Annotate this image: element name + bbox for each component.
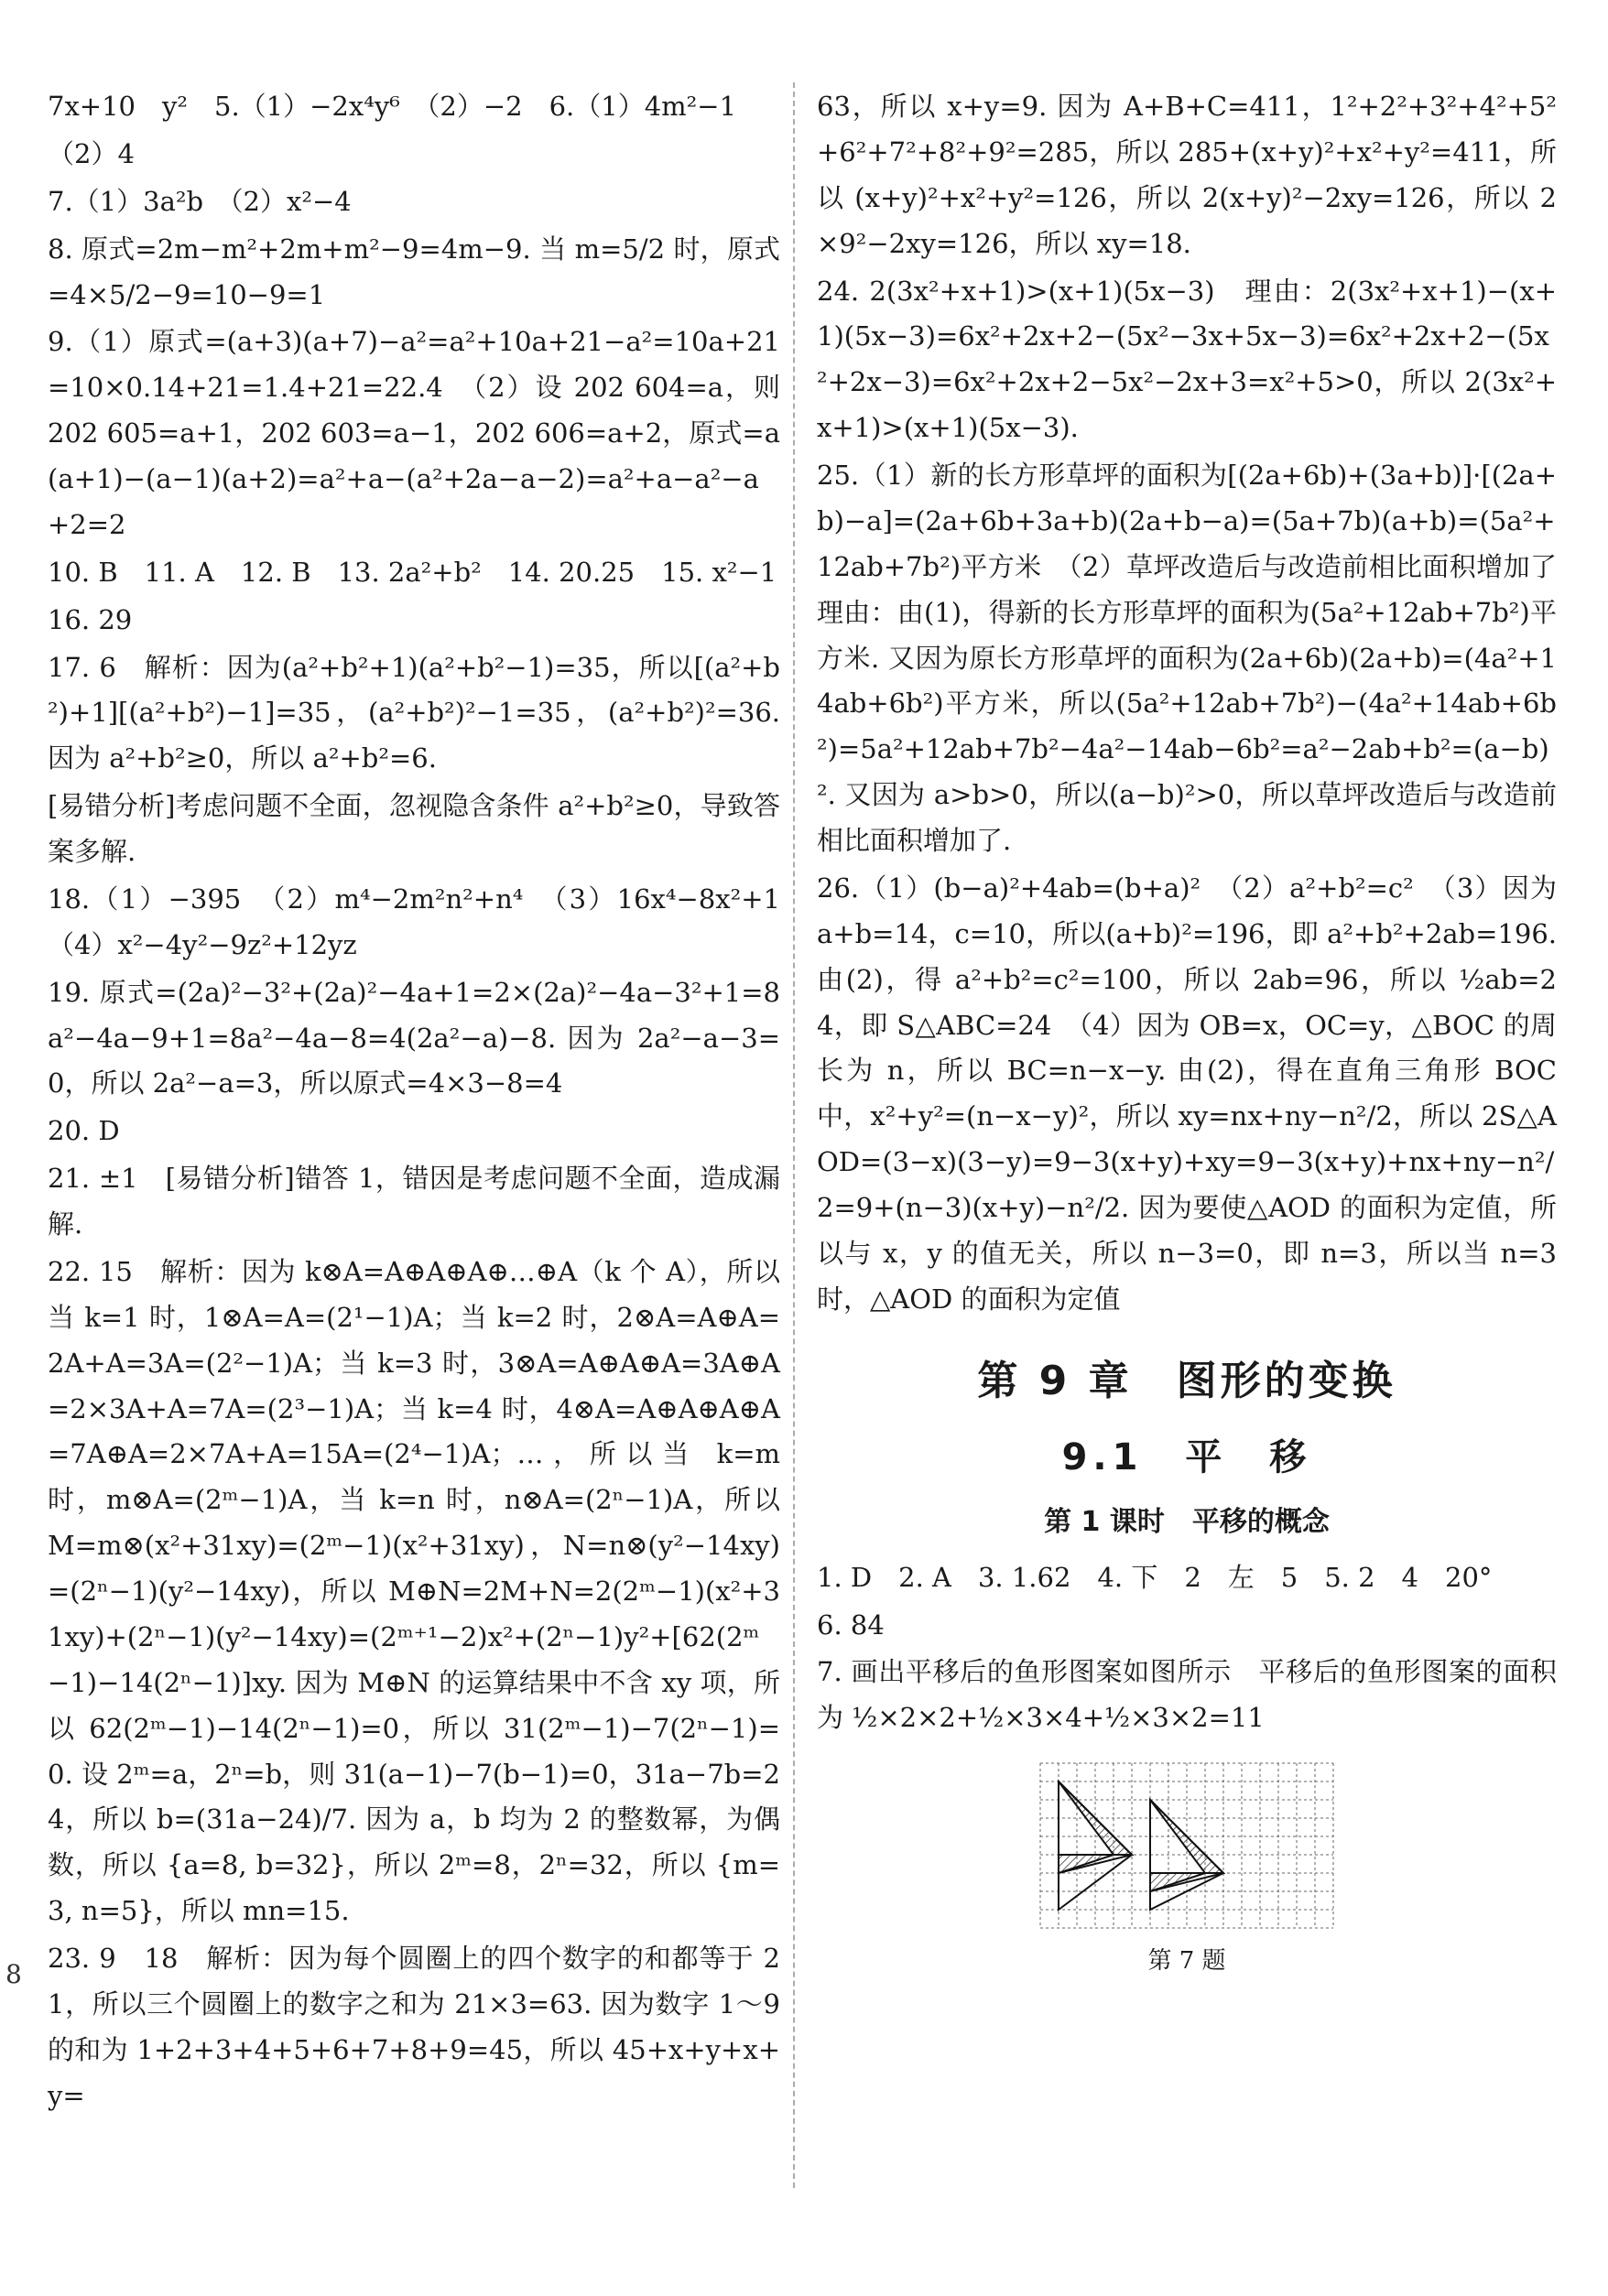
answer-line: 7x+10 y² 5.（1）−2x⁴y⁶ （2）−2 6.（1）4m²−1 (48, 91, 737, 122)
section-title: 9.1 平 移 (1061, 1436, 1312, 1479)
answer-line: 7.（1）3a²b （2）x²−4 (48, 185, 352, 217)
answer-line: 19. 原式=(2a)²−3²+(2a)²−4a+1=2×(2a)²−4a−3²+1=8a²−4a−9+1=8a²−4a−8=4(2a²−a)−8. 因为 2a²−a−3=0，所以 2a²−a=3，所以原式=4×3−8=4 (48, 976, 780, 1099)
answer-line: 23. 9 18 解析：因为每个圆圈上的四个数字的和都等于 21，所以三个圆圈上的数字之和为 21×3=63. 因为数字 1～9 的和为 1+2+3+4+5+6+7+8+9=45，所以 45+x+y+x+y= (48, 1943, 780, 2111)
fish-grid-diagram (1031, 1754, 1342, 1937)
answer-line: 26.（1）(b−a)²+4ab=(b+a)² （2）a²+b²=c² （3）因为 a+b=14，c=10，所以(a+b)²=196，即 a²+b²+2ab=196. 由(2)，得 a²+b²=c²=100，所以 2ab=96，所以 ½ab=24，即 S△ABC=24 （4）因为 OB=x，OC=y，△BOC 的周长为 n，所以 BC=n−x−y. 由(2)，得在直角三角形 BOC 中，x²+y²=(n−x−y)²，所以 xy=nx+ny−n²/2，所以 2S△AOD=(3−x)(3−y)=9−3(x+y)+xy=9−3(x+y)+nx+ny−n²/2=9+(n−3)(x+y)−n²/2. 因为要使△AOD 的面积为定值，所以与 x，y 的值无关，所以 n−3=0，即 n=3，所以当 n=3 时，△AOD 的面积为定值 (817, 872, 1557, 1315)
answer-line: 1. D 2. A 3. 1.62 4. 下 2 左 5 5. 2 4 20° (817, 1561, 1493, 1593)
answer-line: 10. B 11. A 12. B 13. 2a²+b² 14. 20.25 15. x²−1 (48, 556, 777, 588)
answer-line: 18.（1）−395 （2）m⁴−2m²n²+n⁴ （3）16x⁴−8x²+1 （4）x²−4y²−9z²+12yz (48, 883, 808, 960)
answer-line: 7. 画出平移后的鱼形图案如图所示 平移后的鱼形图案的面积为 ½×2×2+½×3×4+½×3×2=11 (817, 1656, 1557, 1734)
left-column (48, 84, 808, 2121)
answer-line: 24. 2(3x²+x+1)>(x+1)(5x−3) 理由：2(3x²+x+1)−(x+1)(5x−3)=6x²+2x+2−(5x²−3x+5x−3)=6x²+2x+2−(5x²+2x−3)=6x²+2x+2−5x²−2x+3=x²+5>0，所以 2(3x²+x+1)>(x+1)(5x−3). (817, 275, 1557, 444)
figure-caption: 第 7 题 (1147, 1947, 1226, 1976)
right-column (817, 84, 1584, 1982)
margin-mark: 8 (5, 1959, 22, 1989)
answer-line: 21. ±1 [易错分析]错答 1，错因是考虑问题不全面，造成漏解. (48, 1163, 780, 1240)
error-analysis: [易错分析]考虑问题不全面，忽视隐含条件 a²+b²≥0，导致答案多解. (48, 790, 780, 867)
answer-line: 9.（1）原式=(a+3)(a+7)−a²=a²+10a+21−a²=10a+21=10×0.14+21=1.4+21=22.4 （2）设 202 604=a，则 202 605=a+1，202 603=a−1，202 606=a+2，原式=a(a+1)−(a−1)(a+2)=a²+a−(a²+2a−a−2)=a²+a−a²−a+2=2 (48, 326, 780, 540)
answer-line: 6. 84 (817, 1608, 885, 1641)
fish-translation-figure (817, 1754, 1557, 1982)
answer-line: 22. 15 解析：因为 k⊗A=A⊕A⊕A⊕…⊕A（k 个 A），所以当 k=1 时，1⊗A=A=(2¹−1)A；当 k=2 时，2⊗A=A⊕A=2A+A=3A=(2²−1)A；当 k=3 时，3⊗A=A⊕A⊕A=3A⊕A=2×3A+A=7A=(2³−1)A；当 k=4 时，4⊗A=A⊕A⊕A⊕A=7A⊕A=2×7A+A=15A=(2⁴−1)A；…，所以当 k=m 时，m⊗A=(2ᵐ−1)A，当 k=n 时，n⊗A=(2ⁿ−1)A，所以 M=m⊗(x²+31xy)=(2ᵐ−1)(x²+31xy)，N=n⊗(y²−14xy)=(2ⁿ−1)(y²−14xy)，所以 M⊕N=2M+N=2(2ᵐ−1)(x²+31xy)+(2ⁿ−1)(y²−14xy)=(2ᵐ⁺¹−2)x²+(2ⁿ−1)y²+[62(2ᵐ−1)−14(2ⁿ−1)]xy. 因为 M⊕N 的运算结果中不含 xy 项，所以 62(2ᵐ−1)−14(2ⁿ−1)=0，所以 31(2ᵐ−1)−7(2ⁿ−1)=0. 设 2ᵐ=a，2ⁿ=b，则 31(a−1)−7(b−1)=0，31a−7b=24，所以 b=(31a−24)/7. 因为 a，b 均为 2 的整数幂，为偶数，所以 {a=8, b=32}，所以 2ᵐ=8，2ⁿ=32，所以 {m=3, n=5}，所以 mn=15. (48, 1255, 780, 1927)
answer-line: 25.（1）新的长方形草坪的面积为[(2a+6b)+(3a+b)]·[(2a+b)−a]=(2a+6b+3a+b)(2a+b−a)=(5a+7b)(a+b)=(5a²+12ab+7b²)平方米 （2）草坪改造后与改造前相比面积增加了 理由：由(1)，得新的长方形草坪的面积为(5a²+12ab+7b²)平方米. 又因为原长方形草坪的面积为(2a+6b)(2a+b)=(4a²+14ab+6b²)平方米，所以(5a²+12ab+7b²)−(4a²+14ab+6b²)=5a²+12ab+7b²−4a²−14ab−6b²=a²−2ab+b²=(a−b)². 又因为 a>b>0，所以(a−b)²>0，所以草坪改造后与改造前相比面积增加了. (817, 460, 1584, 856)
lesson-title: 第 1 课时 平移的概念 (1044, 1506, 1330, 1539)
chapter-title: 第 9 章 图形的变换 (977, 1357, 1396, 1404)
column-divider (793, 82, 795, 2188)
answer-line: 20. D (48, 1115, 120, 1147)
answer-line: 8. 原式=2m−m²+2m+m²−9=4m−9. 当 m=5/2 时，原式=4×5/2−9=10−9=1 (48, 233, 780, 310)
answer-line: 17. 6 解析：因为(a²+b²+1)(a²+b²−1)=35，所以[(a²+b²)+1][(a²+b²)−1]=35，(a²+b²)²−1=35，(a²+b²)²=36. 因为 a²+b²≥0，所以 a²+b²=6. (48, 651, 780, 774)
answer-line: 63，所以 x+y=9. 因为 A+B+C=411，1²+2²+3²+4²+5²+6²+7²+8²+9²=285，所以 285+(x+y)²+x²+y²=411，所以 (x+y)²+x²+y²=126，所以 2(x+y)²−2xy=126，所以 2×9²−2xy=126，所以 xy=18. (817, 91, 1557, 259)
answer-line: 16. 29 (48, 603, 133, 635)
answer-line: （2）4 (48, 137, 135, 169)
